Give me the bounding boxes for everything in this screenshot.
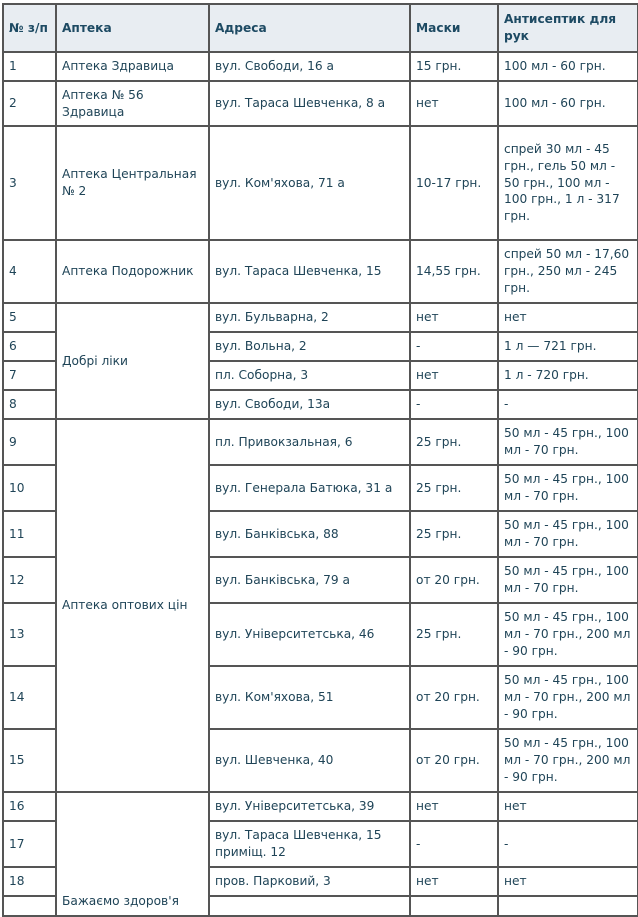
cell-address [209,896,410,916]
cell-num: 17 [3,821,56,867]
cell-antiseptic: - [498,821,638,867]
cell-num: 9 [3,419,56,465]
cell-num: 12 [3,557,56,603]
col-header-pharmacy: Аптека [56,4,209,52]
cell-address: вул. Вольна, 2 [209,332,410,361]
cell-pharmacy: Аптека Центральная № 2 [56,126,209,240]
cell-num: 4 [3,240,56,303]
cell-antiseptic [498,896,638,916]
cell-antiseptic: 50 мл - 45 грн., 100 мл - 70 грн. [498,465,638,511]
table-row [3,126,638,240]
cell-num: 8 [3,390,56,419]
group-label-clip [62,893,203,915]
table-row [3,240,638,303]
cell-masks: - [410,390,498,419]
cell-antiseptic: - [498,390,638,419]
cell-num: 14 [3,666,56,729]
cell-address: вул. Ком'яхова, 51 [209,666,410,729]
cell-address: пл. Соборна, 3 [209,361,410,390]
cell-masks: нет [410,361,498,390]
cell-num: 16 [3,792,56,821]
cell-masks: 25 грн. [410,465,498,511]
cell-num: 5 [3,303,56,332]
cell-antiseptic: 100 мл - 60 грн. [498,81,638,126]
cell-masks: от 20 грн. [410,557,498,603]
cell-address: вул. Свободи, 13а [209,390,410,419]
cell-antiseptic: 50 мл - 45 грн., 100 мл - 70 грн., 200 мл - 90 грн. [498,729,638,792]
cell-num: 3 [3,126,56,240]
cell-pharmacy-group: Аптека оптових цін [56,419,209,792]
cell-antiseptic: нет [498,792,638,821]
cell-pharmacy: Аптека Здравица [56,52,209,81]
cell-address: вул. Ком'яхова, 71 а [209,126,410,240]
table-row [3,81,638,126]
cell-num: 2 [3,81,56,126]
cell-address: пров. Парковий, 3 [209,867,410,896]
cell-address: вул. Тараса Шевченка, 15 приміщ. 12 [209,821,410,867]
cell-masks: 10-17 грн. [410,126,498,240]
table-row [3,52,638,81]
cell-masks: нет [410,81,498,126]
cell-address: вул. Тараса Шевченка, 15 [209,240,410,303]
cell-address: вул. Банківська, 88 [209,511,410,557]
cell-masks: 25 грн. [410,603,498,666]
cell-masks: 25 грн. [410,419,498,465]
col-header-num: № з/п [3,4,56,52]
cell-masks: 25 грн. [410,511,498,557]
cell-antiseptic: 1 л - 720 грн. [498,361,638,390]
cell-masks [410,896,498,916]
cell-address: вул. Генерала Батюка, 31 а [209,465,410,511]
cell-address: пл. Привокзальная, 6 [209,419,410,465]
cell-num: 15 [3,729,56,792]
cell-masks: от 20 грн. [410,666,498,729]
cell-antiseptic: нет [498,303,638,332]
cell-num: 1 [3,52,56,81]
cell-antiseptic: 50 мл - 45 грн., 100 мл - 70 грн. [498,419,638,465]
table-row [3,792,638,821]
cell-antiseptic: спрей 50 мл - 17,60 грн., 250 мл - 245 грн. [498,240,638,303]
cell-pharmacy-group [56,792,209,916]
table-header-row [3,4,638,52]
cell-address: вул. Банківська, 79 а [209,557,410,603]
cell-address: вул. Бульварна, 2 [209,303,410,332]
cell-num: 10 [3,465,56,511]
cell-num: 13 [3,603,56,666]
cell-masks: - [410,821,498,867]
cell-address: вул. Університетська, 39 [209,792,410,821]
cell-num: 18 [3,867,56,896]
cell-address: вул. Тараса Шевченка, 8 а [209,81,410,126]
pharmacy-table [2,3,638,917]
cell-num [3,896,56,916]
cell-pharmacy-group-label: Бажаємо здоров'я [62,894,179,908]
cell-antiseptic: 100 мл - 60 грн. [498,52,638,81]
cell-masks: нет [410,867,498,896]
cell-masks: 14,55 грн. [410,240,498,303]
cell-antiseptic: спрей 30 мл - 45 грн., гель 50 мл - 50 грн., 100 мл - 100 грн., 1 л - 317 грн. [498,126,638,240]
cell-masks: 15 грн. [410,52,498,81]
cell-antiseptic: 50 мл - 45 грн., 100 мл - 70 грн. [498,557,638,603]
cell-antiseptic: 1 л — 721 грн. [498,332,638,361]
cell-masks: нет [410,303,498,332]
cell-masks: - [410,332,498,361]
cell-antiseptic: 50 мл - 45 грн., 100 мл - 70 грн., 200 мл - 90 грн. [498,666,638,729]
cell-pharmacy: Аптека Подорожник [56,240,209,303]
cell-num: 11 [3,511,56,557]
cell-num: 6 [3,332,56,361]
cell-antiseptic: 50 мл - 45 грн., 100 мл - 70 грн., 200 мл - 90 грн. [498,603,638,666]
cell-antiseptic: 50 мл - 45 грн., 100 мл - 70 грн. [498,511,638,557]
cell-pharmacy: Аптека № 56 Здравица [56,81,209,126]
col-header-address: Адреса [209,4,410,52]
cell-address: вул. Шевченка, 40 [209,729,410,792]
cell-num: 7 [3,361,56,390]
cell-pharmacy-group: Добрі ліки [56,303,209,419]
cell-masks: нет [410,792,498,821]
cell-address: вул. Університетська, 46 [209,603,410,666]
col-header-antiseptic: Антисептик для рук [498,4,638,52]
table-row [3,419,638,465]
cell-address: вул. Свободи, 16 а [209,52,410,81]
table-row [3,303,638,332]
cell-masks: от 20 грн. [410,729,498,792]
cell-antiseptic: нет [498,867,638,896]
col-header-masks: Маски [410,4,498,52]
